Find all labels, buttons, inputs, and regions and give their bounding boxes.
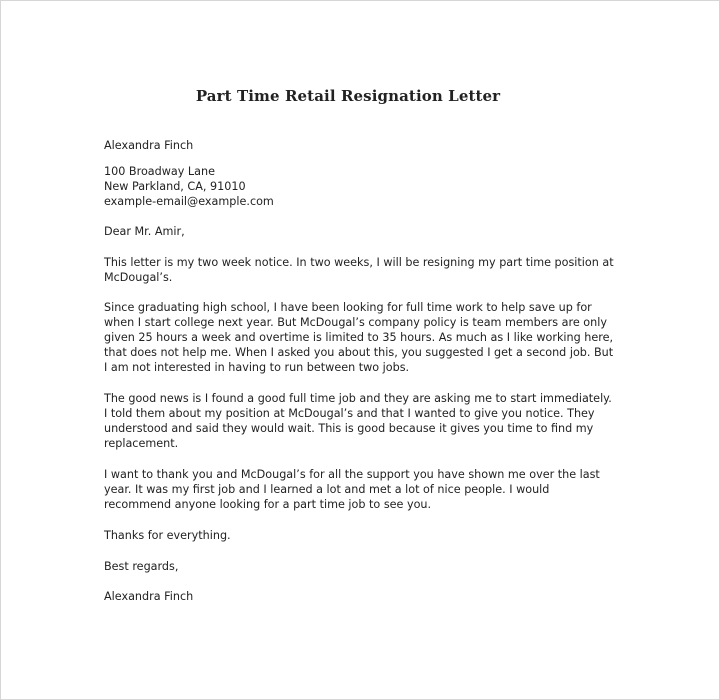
paragraph-line: I want to thank you and McDougal’s for all the support you have shown me over the last (104, 468, 600, 481)
paragraph-line: recommend anyone looking for a part time job to see you. (104, 498, 432, 511)
signature: Alexandra Finch (104, 590, 194, 603)
paragraph-4 (104, 467, 644, 512)
paragraph-1 (104, 255, 644, 285)
paragraph-line: I told them about my position at McDougal’s and that I wanted to give you notice. They (104, 407, 595, 420)
paragraph-line: that does not help me. When I asked you about this, you suggested I get a second job. But (104, 346, 614, 359)
paragraph-line: Thanks for everything. (104, 529, 231, 542)
paragraph-line: I am not interested in having to run between two jobs. (104, 361, 410, 374)
salutation: Dear Mr. Amir, (104, 225, 185, 238)
closing: Best regards, (104, 560, 179, 573)
paragraph-line: This letter is my two week notice. In two weeks, I will be resigning my part time position at (104, 256, 614, 269)
paragraph-line: given 25 hours a week and overtime is limited to 35 hours. As much as I like working here, (104, 331, 614, 344)
paragraph-line: The good news is I found a good full time job and they are asking me to start immediately. (104, 392, 612, 405)
paragraph-line: year. It was my first job and I learned a lot and met a lot of nice people. I would (104, 483, 550, 496)
paragraph-line: McDougal’s. (104, 271, 173, 284)
sender-name: Alexandra Finch (104, 139, 194, 152)
paragraph-5 (104, 528, 644, 543)
paragraph-3 (104, 391, 644, 451)
letter-title: Part Time Retail Resignation Letter (195, 87, 501, 105)
sender-email: example-email@example.com (104, 195, 274, 208)
paragraph-line: when I start college next year. But McDougal’s company policy is team members are only (104, 316, 607, 329)
paragraph-line: Since graduating high school, I have been looking for full time work to help save up for (104, 301, 592, 314)
sender-city-state-zip: New Parkland, CA, 91010 (104, 180, 246, 193)
paragraph-line: replacement. (104, 437, 179, 450)
sender-street: 100 Broadway Lane (104, 165, 215, 178)
paragraph-2 (104, 300, 644, 375)
paragraph-line: understood and said they would wait. This is good because it gives you time to find my (104, 422, 594, 435)
